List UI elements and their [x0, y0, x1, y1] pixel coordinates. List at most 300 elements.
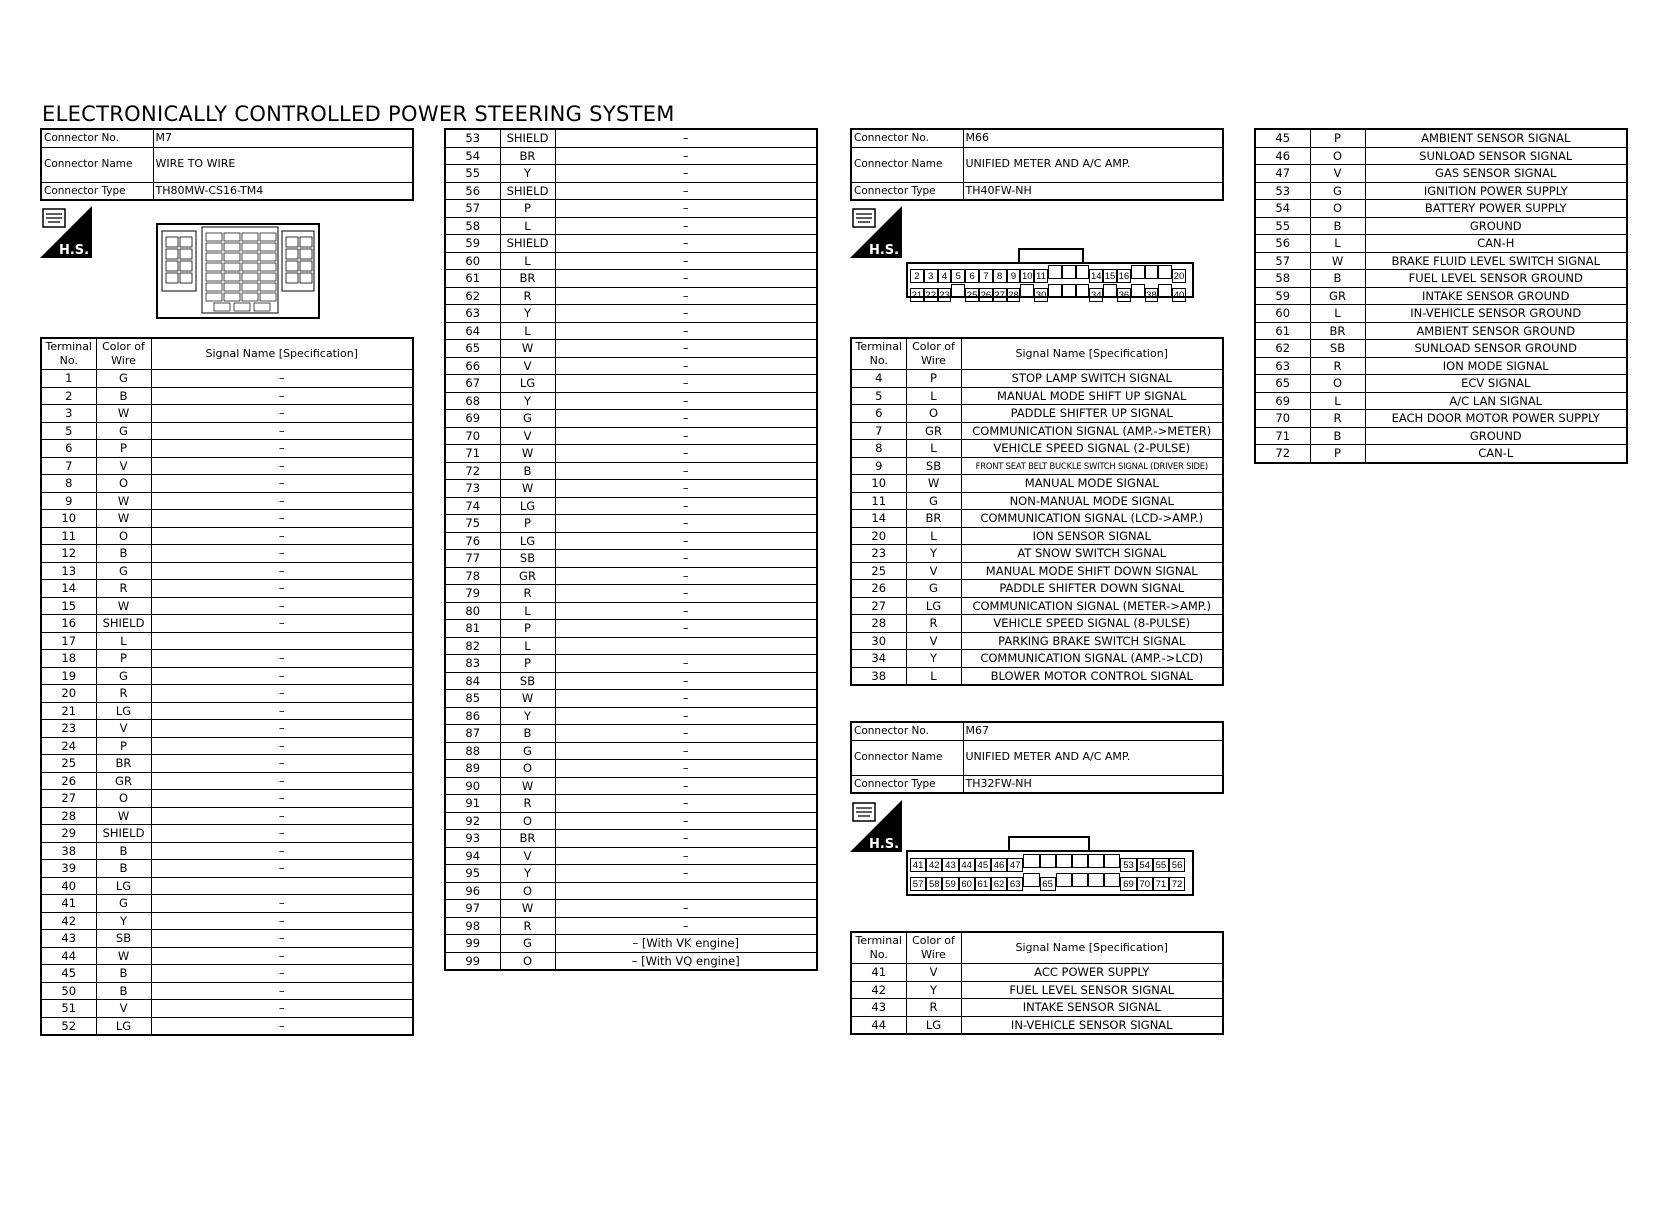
signal-name: –: [151, 895, 413, 913]
table-row: [1255, 129, 1627, 147]
terminal-no: 73: [445, 480, 500, 498]
wire-color: G: [500, 410, 555, 428]
table-row: [41, 370, 413, 388]
wire-color: LG: [96, 1017, 151, 1035]
terminal-no: 92: [445, 812, 500, 830]
wire-color: O: [1310, 375, 1365, 393]
table-row: [851, 405, 1223, 423]
table-row: [41, 492, 413, 510]
signal-name: –: [555, 917, 817, 935]
signal-name: AT SNOW SWITCH SIGNAL: [961, 545, 1223, 563]
m67-connector-no-label: Connector No.: [851, 722, 963, 740]
signal-name: VEHICLE SPEED SIGNAL (2-PULSE): [961, 440, 1223, 458]
connector-pin: 46: [991, 858, 1007, 872]
signal-name: FUEL LEVEL SENSOR SIGNAL: [961, 981, 1223, 999]
m67-connector-type: TH32FW-NH: [963, 775, 1223, 793]
table-row: [41, 965, 413, 983]
connector-pin: [1072, 854, 1088, 868]
wire-color: R: [500, 917, 555, 935]
terminal-no: 99: [445, 952, 500, 970]
connector-pin: 63: [1007, 877, 1023, 891]
wire-color: Y: [96, 912, 151, 930]
wire-color: L: [500, 637, 555, 655]
terminal-no: 28: [851, 615, 906, 633]
terminal-no: 5: [41, 422, 96, 440]
terminal-no: 62: [445, 287, 500, 305]
wire-color: G: [96, 422, 151, 440]
terminal-no: 87: [445, 725, 500, 743]
terminal-no: 76: [445, 532, 500, 550]
wire-color: W: [96, 947, 151, 965]
signal-name: –: [151, 545, 413, 563]
connector-pin: 60: [959, 877, 975, 891]
table-row: [851, 527, 1223, 545]
connector-pin: 3: [924, 269, 938, 283]
table-row: [445, 777, 817, 795]
wire-color: P: [1310, 445, 1365, 463]
table-row: [41, 807, 413, 825]
signal-name: –: [151, 667, 413, 685]
signal-name: –: [555, 620, 817, 638]
terminal-no: 98: [445, 917, 500, 935]
wire-color: G: [500, 935, 555, 953]
connector-pin: [1072, 873, 1088, 887]
connector-pin: 65: [1040, 877, 1056, 891]
wire-color: V: [500, 357, 555, 375]
wire-color: P: [96, 737, 151, 755]
terminal-no: 54: [1255, 200, 1310, 218]
m67-connector-type-label: Connector Type: [851, 775, 963, 793]
wire-color: L: [1310, 305, 1365, 323]
connector-pin: 11: [1036, 271, 1046, 282]
table-row: [851, 667, 1223, 685]
wire-color: SHIELD: [500, 182, 555, 200]
signal-name: –: [555, 252, 817, 270]
connector-pin: 6: [965, 269, 979, 283]
wire-color: O: [96, 790, 151, 808]
wire-color: R: [96, 580, 151, 598]
terminal-no: 1: [41, 370, 96, 388]
terminal-no: 90: [445, 777, 500, 795]
table-row: [851, 580, 1223, 598]
terminal-no: 72: [445, 462, 500, 480]
terminal-no: 23: [41, 720, 96, 738]
wire-color: L: [906, 387, 961, 405]
wire-color: Y: [906, 981, 961, 999]
connector-pin: 71: [1153, 877, 1169, 891]
table-row: [445, 725, 817, 743]
signal-name: –: [151, 615, 413, 633]
table-row: [41, 685, 413, 703]
wire-color: SHIELD: [500, 235, 555, 253]
signal-name: –: [555, 725, 817, 743]
table-row: [41, 877, 413, 895]
terminal-no: 91: [445, 795, 500, 813]
wire-color: O: [500, 952, 555, 970]
signal-name: –: [151, 475, 413, 493]
m7-terminal-table: [40, 337, 414, 1036]
table-row: [1255, 287, 1627, 305]
color-of-wire-header: Color of Wire: [96, 338, 151, 370]
signal-name: –: [555, 287, 817, 305]
signal-name: –: [151, 492, 413, 510]
signal-name: –: [555, 392, 817, 410]
table-row: [851, 440, 1223, 458]
connector-pin: [1076, 284, 1090, 298]
signal-name: – [With VQ engine]: [555, 952, 817, 970]
signal-name: AMBIENT SENSOR GROUND: [1365, 322, 1627, 340]
signal-name: STOP LAMP SWITCH SIGNAL: [961, 370, 1223, 388]
terminal-no: 56: [445, 182, 500, 200]
signal-name: INTAKE SENSOR GROUND: [1365, 287, 1627, 305]
wire-color: SB: [96, 930, 151, 948]
table-row: [445, 690, 817, 708]
table-row: [445, 847, 817, 865]
terminal-no: 38: [41, 842, 96, 860]
m67-terminal-table: [850, 931, 1224, 1035]
signal-name: BLOWER MOTOR CONTROL SIGNAL: [961, 667, 1223, 685]
terminal-no: 75: [445, 515, 500, 533]
terminal-no: 82: [445, 637, 500, 655]
table-row: [41, 422, 413, 440]
wire-color: R: [500, 287, 555, 305]
signal-name: –: [555, 427, 817, 445]
connector-pin: [1048, 284, 1062, 298]
wire-color: V: [906, 562, 961, 580]
wire-color: W: [96, 597, 151, 615]
wire-color: Y: [500, 165, 555, 183]
signal-name: –: [151, 825, 413, 843]
terminal-no: 13: [41, 562, 96, 580]
wire-color: GR: [500, 567, 555, 585]
table-row: [445, 620, 817, 638]
signal-name: –: [151, 720, 413, 738]
signal-name: –: [555, 707, 817, 725]
connector-pin: 7: [979, 269, 993, 283]
connector-pin: [1048, 265, 1062, 279]
connector-pin: 58: [926, 877, 942, 891]
terminal-no: 10: [41, 510, 96, 528]
terminal-no: 74: [445, 497, 500, 515]
signal-name: –: [151, 982, 413, 1000]
wire-color: G: [906, 492, 961, 510]
wire-color: BR: [500, 147, 555, 165]
table-row: [851, 964, 1223, 982]
signal-name: –: [555, 830, 817, 848]
terminal-no: 29: [41, 825, 96, 843]
table-row: [851, 387, 1223, 405]
table-row: [445, 935, 817, 953]
connector-pin: [1062, 265, 1076, 279]
wire-color: G: [96, 667, 151, 685]
wire-color: V: [96, 720, 151, 738]
wire-color: B: [96, 982, 151, 1000]
m66-terminal-table: [850, 337, 1224, 686]
table-row: [445, 637, 817, 655]
terminal-no: 2: [41, 387, 96, 405]
signal-name: SUNLOAD SENSOR GROUND: [1365, 340, 1627, 358]
m66-connector-no: M66: [963, 129, 1223, 147]
table-row: [851, 475, 1223, 493]
terminal-no: 83: [445, 655, 500, 673]
signal-name: FUEL LEVEL SENSOR GROUND: [1365, 270, 1627, 288]
wire-color: G: [96, 562, 151, 580]
wire-color: P: [500, 515, 555, 533]
signal-name: – [With VK engine]: [555, 935, 817, 953]
signal-name: BATTERY POWER SUPPLY: [1365, 200, 1627, 218]
signal-name: CAN-L: [1365, 445, 1627, 463]
wire-color: LG: [906, 1016, 961, 1034]
terminal-no: 45: [41, 965, 96, 983]
signal-name: –: [555, 480, 817, 498]
connector-pin: 47: [1007, 858, 1023, 872]
table-row: [1255, 182, 1627, 200]
terminal-no: 94: [445, 847, 500, 865]
terminal-no: 28: [41, 807, 96, 825]
wire-color: L: [500, 602, 555, 620]
terminal-no: 79: [445, 585, 500, 603]
terminal-no-header: Terminal No.: [851, 932, 906, 964]
terminal-no: 53: [445, 129, 500, 147]
m66-connector-type: TH40FW-NH: [963, 182, 1223, 200]
signal-name: ECV SIGNAL: [1365, 375, 1627, 393]
wire-color: Y: [906, 545, 961, 563]
signal-name: –: [151, 510, 413, 528]
terminal-no: 51: [41, 1000, 96, 1018]
wire-color: L: [500, 252, 555, 270]
table-row: [445, 602, 817, 620]
table-row: [41, 580, 413, 598]
terminal-no: 30: [851, 632, 906, 650]
terminal-no: 66: [445, 357, 500, 375]
wire-color: L: [906, 527, 961, 545]
signal-name: –: [555, 777, 817, 795]
connector-pin: [1103, 284, 1117, 298]
m7-connector-type: TH80MW-CS16-TM4: [153, 182, 413, 200]
table-row: [41, 562, 413, 580]
signal-name: –: [555, 410, 817, 428]
table-row: [445, 270, 817, 288]
terminal-no: 6: [41, 440, 96, 458]
connector-pin: [1088, 854, 1104, 868]
terminal-no: 7: [41, 457, 96, 475]
signal-name: –: [151, 930, 413, 948]
table-row: [41, 527, 413, 545]
terminal-no: 45: [1255, 129, 1310, 147]
terminal-no: 86: [445, 707, 500, 725]
table-row: [41, 737, 413, 755]
connector-pin: 9: [1007, 269, 1021, 283]
terminal-no: 12: [41, 545, 96, 563]
terminal-no: 99: [445, 935, 500, 953]
wire-color: Y: [500, 392, 555, 410]
table-row: [445, 655, 817, 673]
signal-name: MANUAL MODE SHIFT UP SIGNAL: [961, 387, 1223, 405]
terminal-no: 61: [445, 270, 500, 288]
terminal-no: 41: [41, 895, 96, 913]
table-row: [851, 1016, 1223, 1034]
table-row: [851, 650, 1223, 668]
terminal-no: 8: [851, 440, 906, 458]
signal-name: –: [151, 580, 413, 598]
connector-pin: [1158, 284, 1172, 298]
table-row: [1255, 200, 1627, 218]
wire-color: SHIELD: [500, 129, 555, 147]
m7-connector-name: WIRE TO WIRE: [153, 147, 413, 182]
signal-name: AMBIENT SENSOR SIGNAL: [1365, 129, 1627, 147]
signal-name: –: [151, 387, 413, 405]
connector-pin: 53: [1120, 858, 1136, 872]
wire-color: W: [96, 492, 151, 510]
table-row: [445, 305, 817, 323]
terminal-no: 67: [445, 375, 500, 393]
table-row: [445, 672, 817, 690]
table-row: [1255, 427, 1627, 445]
table-row: [851, 510, 1223, 528]
connector-pin: [1076, 265, 1090, 279]
wire-color: BR: [906, 510, 961, 528]
terminal-no: 3: [41, 405, 96, 423]
wire-color: W: [500, 340, 555, 358]
table-row: [445, 392, 817, 410]
table-row: [1255, 270, 1627, 288]
terminal-no: 27: [41, 790, 96, 808]
table-row: [445, 760, 817, 778]
signal-name: –: [555, 165, 817, 183]
wire-color: BR: [500, 270, 555, 288]
terminal-no: 39: [41, 860, 96, 878]
wire-color: V: [500, 847, 555, 865]
m7-info-block: [40, 128, 414, 201]
table-row: [445, 497, 817, 515]
wire-color: W: [500, 777, 555, 795]
table-row: [41, 772, 413, 790]
terminal-no: 41: [851, 964, 906, 982]
wire-color: R: [906, 615, 961, 633]
wire-color: W: [96, 510, 151, 528]
wire-color: W: [96, 807, 151, 825]
wire-color: BR: [96, 755, 151, 773]
table-row: [41, 825, 413, 843]
terminal-no: 64: [445, 322, 500, 340]
terminal-no-header: Terminal No.: [851, 338, 906, 370]
connector-pin: 27: [994, 290, 1005, 301]
table-row: [445, 550, 817, 568]
terminal-no: 52: [41, 1017, 96, 1035]
terminal-no: 81: [445, 620, 500, 638]
table-row: [851, 999, 1223, 1017]
wire-color: L: [906, 667, 961, 685]
table-row: [445, 340, 817, 358]
terminal-no: 89: [445, 760, 500, 778]
table-row: [41, 475, 413, 493]
signal-name: –: [555, 200, 817, 218]
signal-name: –: [555, 742, 817, 760]
terminal-no: 21: [41, 702, 96, 720]
terminal-no: 34: [851, 650, 906, 668]
signal-name: PADDLE SHIFTER DOWN SIGNAL: [961, 580, 1223, 598]
connector-pin: 4: [938, 269, 952, 283]
table-row: [1255, 147, 1627, 165]
wire-color: L: [500, 322, 555, 340]
signal-name: –: [555, 672, 817, 690]
m7-connector-no-label: Connector No.: [41, 129, 153, 147]
connector-pin: [1104, 854, 1120, 868]
signal-name: –: [151, 597, 413, 615]
signal-name: [151, 877, 413, 895]
signal-name: ION MODE SIGNAL: [1365, 357, 1627, 375]
table-row: [445, 287, 817, 305]
terminal-no: 55: [1255, 217, 1310, 235]
signal-name: –: [555, 375, 817, 393]
m66-connector-face: [906, 262, 1194, 301]
signal-name: VEHICLE SPEED SIGNAL (8-PULSE): [961, 615, 1223, 633]
wire-color: G: [500, 742, 555, 760]
hs-label: H.S.: [58, 243, 90, 258]
connector-pin: [1088, 873, 1104, 887]
signal-name: –: [555, 532, 817, 550]
signal-name: –: [555, 147, 817, 165]
terminal-no: 5: [851, 387, 906, 405]
connector-pin: [1131, 284, 1145, 298]
terminal-no: 46: [1255, 147, 1310, 165]
wire-color: BR: [1310, 322, 1365, 340]
wire-color: G: [1310, 182, 1365, 200]
connector-pin: 56: [1169, 858, 1185, 872]
terminal-no: 70: [1255, 410, 1310, 428]
terminal-no: 14: [851, 510, 906, 528]
signal-name: –: [151, 422, 413, 440]
terminal-no-header: Terminal No.: [41, 338, 96, 370]
terminal-no: 84: [445, 672, 500, 690]
terminal-no: 71: [445, 445, 500, 463]
terminal-no: 43: [851, 999, 906, 1017]
signal-name: –: [555, 760, 817, 778]
table-row: [41, 860, 413, 878]
wire-color: W: [96, 405, 151, 423]
terminal-no: 71: [1255, 427, 1310, 445]
terminal-no: 43: [41, 930, 96, 948]
terminal-no: 53: [1255, 182, 1310, 200]
signal-name: –: [555, 602, 817, 620]
terminal-no: 10: [851, 475, 906, 493]
connector-pin: [1158, 265, 1172, 279]
terminal-no: 93: [445, 830, 500, 848]
wire-color: G: [906, 580, 961, 598]
terminal-no: 42: [41, 912, 96, 930]
page-title: ELECTRONICALLY CONTROLLED POWER STEERING SYSTEM: [42, 102, 675, 126]
m66-connector-name: UNIFIED METER AND A/C AMP.: [963, 147, 1223, 182]
signal-name: –: [151, 772, 413, 790]
signal-name: –: [151, 1017, 413, 1035]
table-row: [41, 405, 413, 423]
signal-name: ACC POWER SUPPLY: [961, 964, 1223, 982]
connector-pin: 59: [942, 877, 958, 891]
terminal-no: 20: [41, 685, 96, 703]
table-row: [41, 440, 413, 458]
signal-name: COMMUNICATION SIGNAL (LCD->AMP.): [961, 510, 1223, 528]
table-row: [1255, 392, 1627, 410]
table-row: [445, 235, 817, 253]
wire-color: O: [96, 527, 151, 545]
wire-color: W: [500, 480, 555, 498]
wire-color: B: [500, 462, 555, 480]
signal-name: –: [555, 690, 817, 708]
table-row: [851, 422, 1223, 440]
table-row: [41, 457, 413, 475]
connector-pin: 55: [1153, 858, 1169, 872]
terminal-no: 27: [851, 597, 906, 615]
